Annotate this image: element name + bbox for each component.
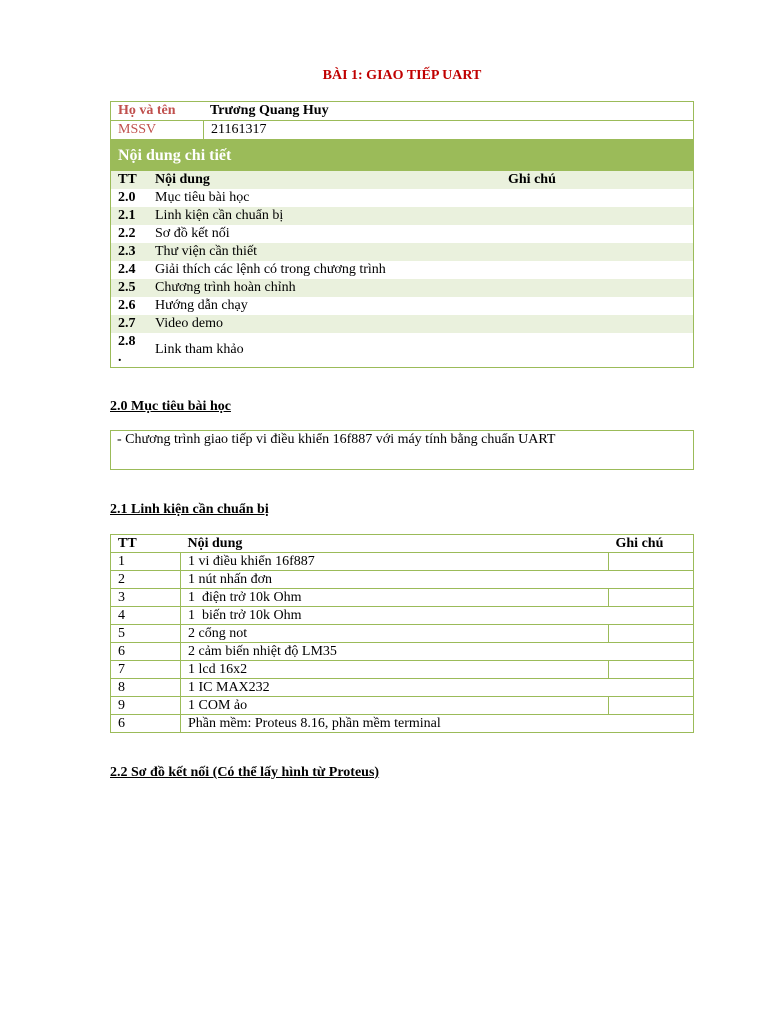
detail-header: Nội dung chi tiết	[111, 139, 693, 171]
table-row	[111, 625, 694, 643]
parts-col-tt: TT	[118, 536, 137, 551]
toc-number-main: 2.8	[118, 334, 136, 349]
parts-item: 1 lcd 16x2	[181, 661, 609, 679]
toc-row	[111, 243, 693, 261]
parts-number: 7	[111, 661, 181, 679]
toc-note	[508, 261, 693, 279]
parts-number: 5	[111, 625, 181, 643]
toc-row	[111, 297, 693, 315]
toc-note	[508, 225, 693, 243]
toc-item: Giải thích các lệnh có trong chương trình	[155, 262, 386, 277]
parts-number: 6	[111, 715, 181, 733]
toc-note	[508, 207, 693, 225]
info-table	[110, 101, 694, 368]
toc-item: Chương trình hoàn chỉnh	[155, 280, 296, 295]
toc-row	[111, 207, 693, 225]
objective-text: - Chương trình giao tiếp vi điều khiển 16f887 với máy tính bằng chuẩn UART	[117, 432, 556, 447]
table-row	[111, 643, 694, 661]
toc-header-row	[111, 171, 693, 189]
table-row	[111, 715, 694, 733]
toc-col-content: Nội dung	[155, 172, 210, 187]
name-label: Họ và tên	[118, 103, 176, 118]
toc-note	[508, 279, 693, 297]
parts-note	[609, 697, 694, 715]
student-id-row	[111, 120, 693, 139]
table-row	[111, 607, 694, 625]
parts-item: 1 IC MAX232	[181, 679, 694, 697]
toc-number: 2.4	[118, 262, 136, 277]
toc-number: 2.2	[118, 226, 136, 241]
toc-item: Link tham khảo	[155, 342, 244, 357]
toc-row	[111, 225, 693, 243]
toc-col-tt: TT	[118, 172, 137, 187]
toc-number: 2.7	[118, 316, 136, 331]
toc-row	[111, 279, 693, 297]
parts-number: 4	[111, 607, 181, 625]
toc-item: Thư viện cần thiết	[155, 244, 258, 259]
toc-number: 2.5	[118, 280, 136, 295]
parts-heading: 2.1 Linh kiện cần chuẩn bị	[110, 502, 269, 517]
toc-number: 2.6	[118, 298, 136, 313]
objective-heading: 2.0 Mục tiêu bài học	[110, 399, 231, 414]
parts-col-note: Ghi chú	[615, 536, 664, 551]
parts-item: 1 nút nhấn đơn	[181, 571, 694, 589]
toc-item: Mục tiêu bài học	[155, 190, 250, 205]
parts-header-row	[111, 535, 694, 553]
objective-box	[110, 430, 694, 470]
toc-col-note: Ghi chú	[508, 172, 556, 187]
parts-item: 1 điện trở 10k Ohm	[181, 589, 609, 607]
parts-item: Phần mềm: Proteus 8.16, phần mềm terminal	[181, 715, 694, 733]
parts-item: 2 cảm biến nhiệt độ LM35	[181, 643, 694, 661]
toc-number	[111, 333, 155, 367]
toc-row	[111, 315, 693, 333]
parts-note	[609, 553, 694, 571]
toc-number: 2.1	[118, 208, 136, 223]
parts-item: 1 biến trở 10k Ohm	[181, 607, 694, 625]
parts-note	[609, 661, 694, 679]
toc-item: Video demo	[155, 316, 223, 331]
table-row	[111, 697, 694, 715]
parts-col-content: Nội dung	[187, 536, 243, 551]
table-row	[111, 589, 694, 607]
student-id-label: MSSV	[118, 122, 157, 137]
toc-item: Linh kiện cần chuẩn bị	[155, 208, 284, 223]
toc-row	[111, 333, 693, 367]
table-row	[111, 571, 694, 589]
page-title: BÀI 1: GIAO TIẾP UART	[322, 68, 482, 83]
toc-note	[508, 333, 693, 367]
parts-item: 1 vi điều khiển 16f887	[181, 553, 609, 571]
student-id-value: 21161317	[203, 121, 693, 139]
parts-item: 2 cổng not	[181, 625, 609, 643]
toc-row	[111, 261, 693, 279]
toc-note	[508, 243, 693, 261]
parts-table	[110, 534, 694, 733]
table-row	[111, 679, 694, 697]
toc-number: 2.3	[118, 244, 136, 259]
toc-number: 2.0	[118, 190, 136, 205]
table-row	[111, 553, 694, 571]
name-value: Trương Quang Huy	[210, 103, 329, 118]
parts-number: 3	[111, 589, 181, 607]
parts-number: 6	[111, 643, 181, 661]
toc-row	[111, 189, 693, 207]
toc-item: Sơ đồ kết nối	[155, 226, 230, 241]
toc-note	[508, 189, 693, 207]
toc-number-suffix: .	[118, 350, 122, 365]
parts-number: 9	[111, 697, 181, 715]
parts-number: 8	[111, 679, 181, 697]
table-row	[111, 661, 694, 679]
name-row	[111, 102, 693, 120]
toc-note	[508, 297, 693, 315]
toc-note	[508, 315, 693, 333]
parts-note	[609, 625, 694, 643]
parts-item: 1 COM ảo	[181, 697, 609, 715]
parts-note	[609, 589, 694, 607]
toc-item: Hướng dẫn chạy	[155, 298, 248, 313]
parts-number: 1	[111, 553, 181, 571]
parts-number: 2	[111, 571, 181, 589]
diagram-heading: 2.2 Sơ đồ kết nối (Có thể lấy hình từ Proteus)	[110, 765, 380, 780]
